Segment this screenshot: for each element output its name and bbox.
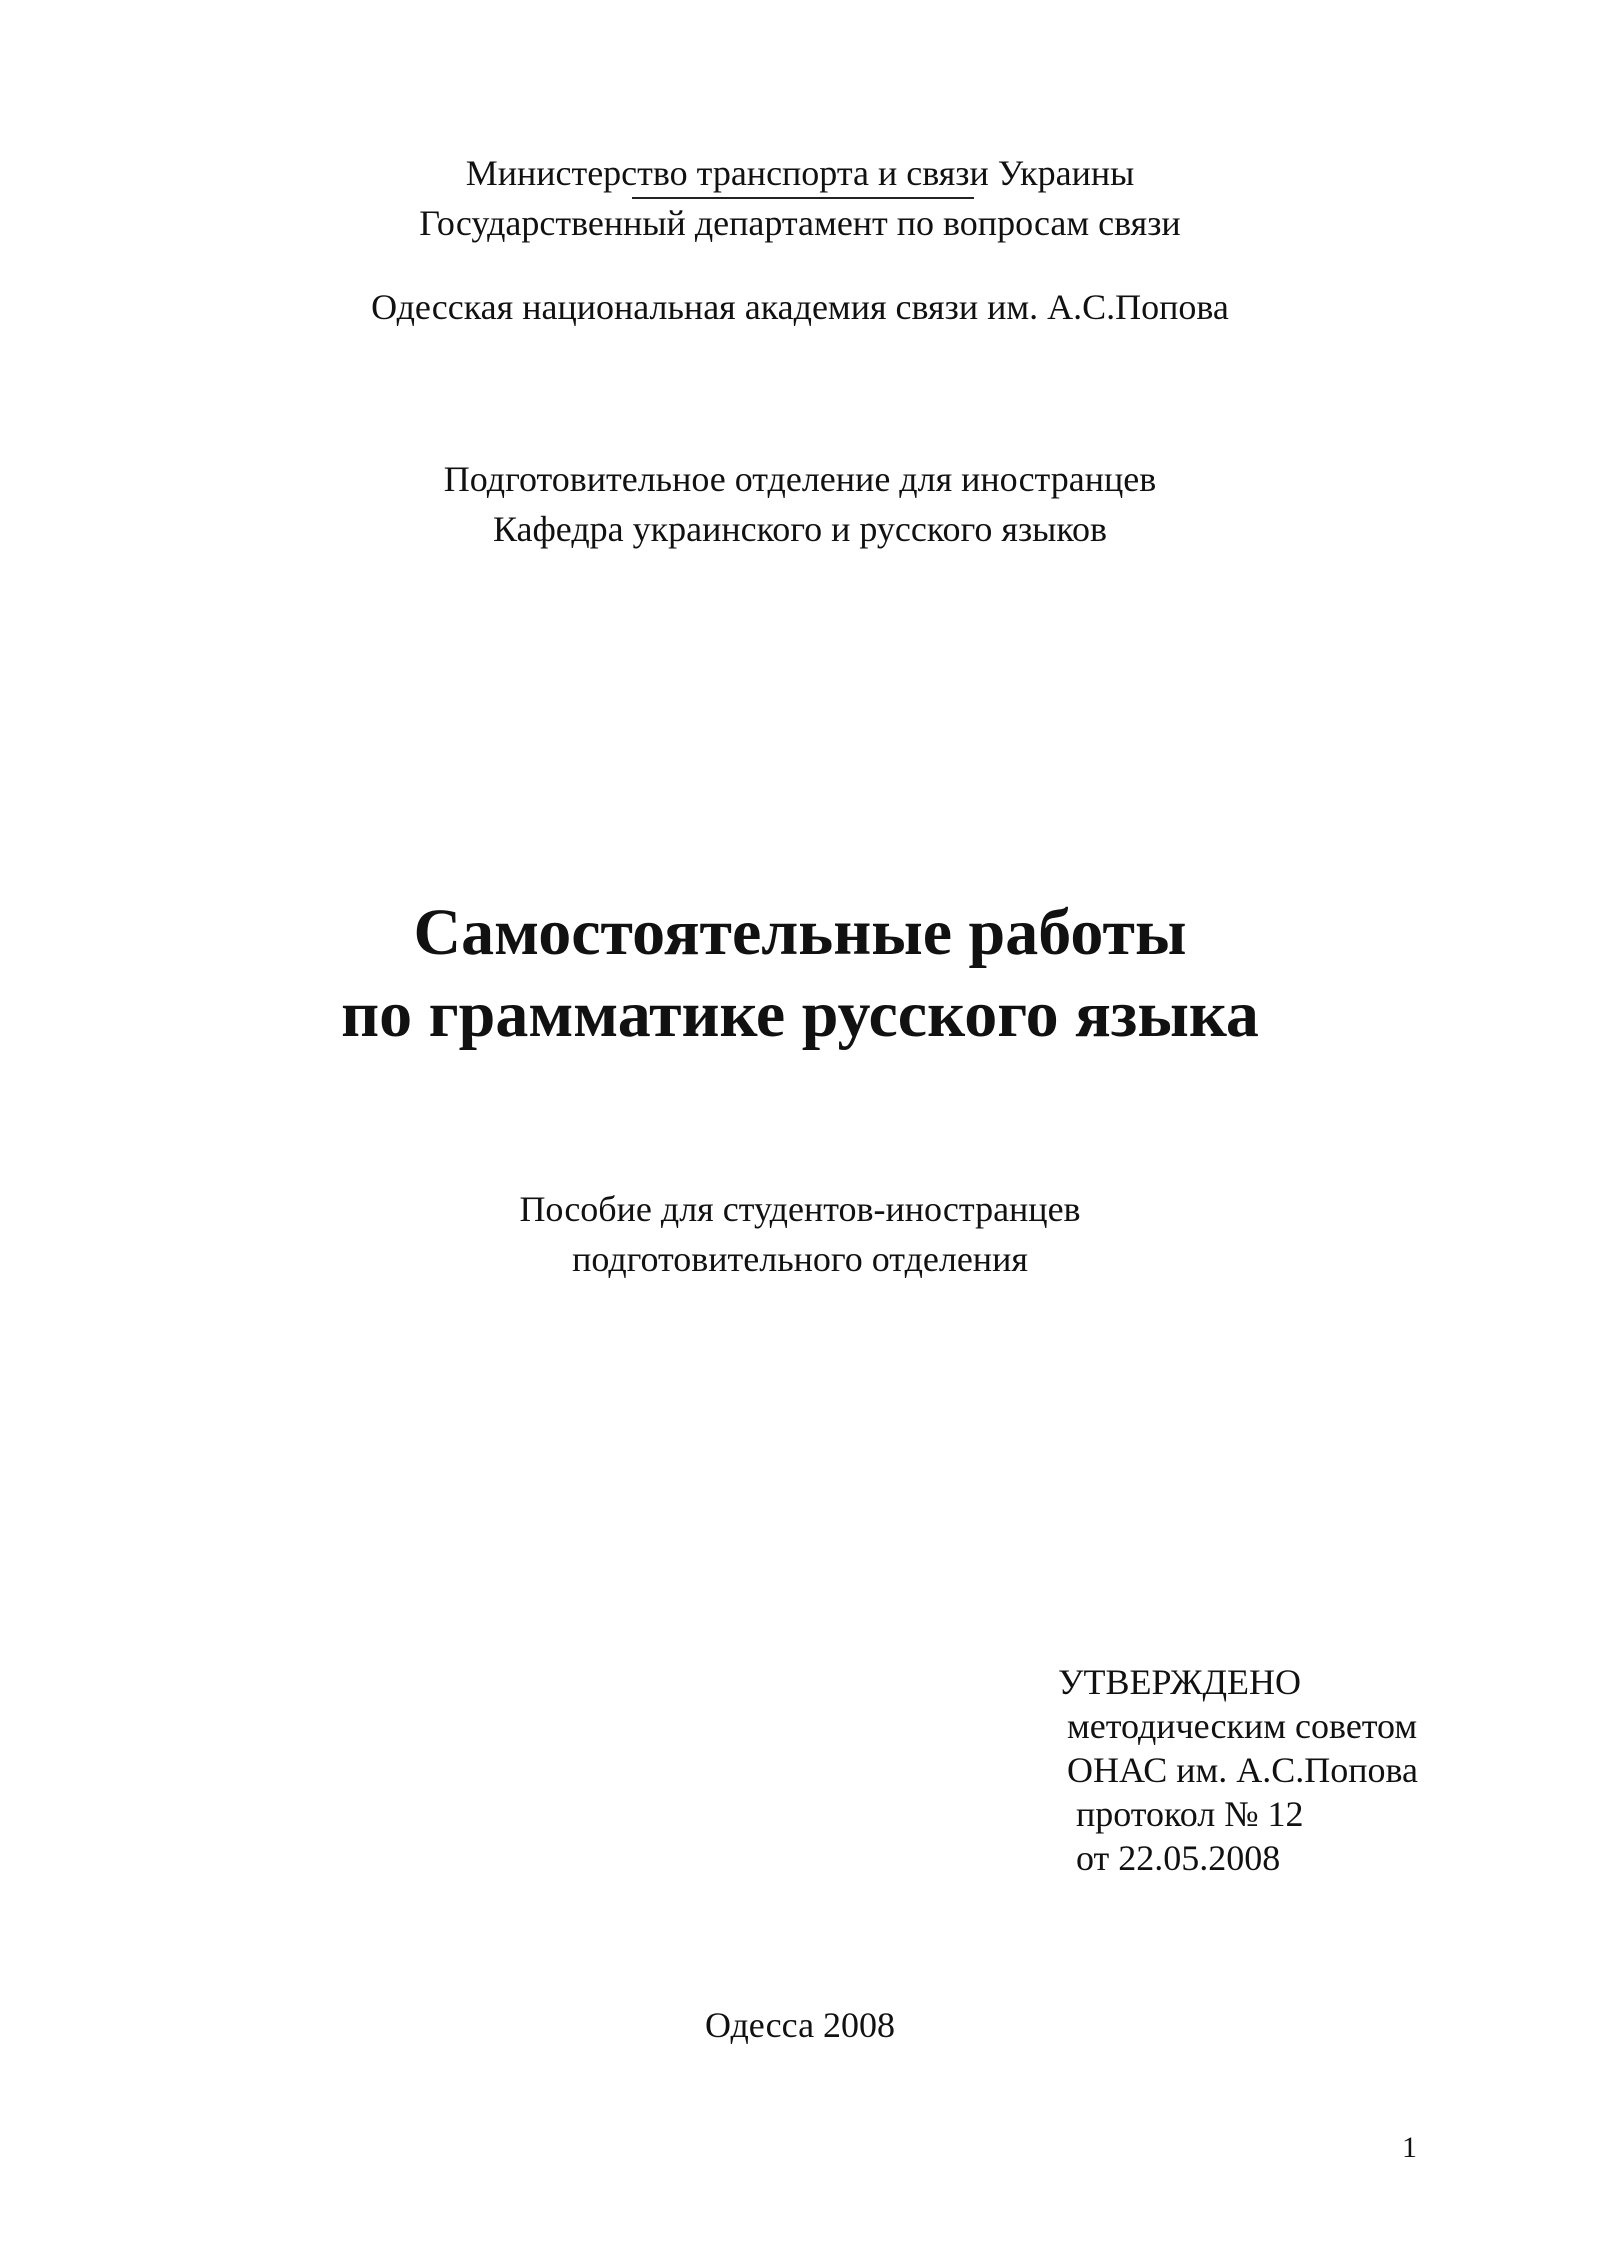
academy-line: Одесская национальная академия связи им. А.С.Попова	[371, 287, 1229, 327]
header-block	[0, 148, 1600, 248]
unit-line-2: Кафедра украинского и русского языков	[492, 509, 1108, 549]
unit-line-1: Подготовительное отделение для иностранцев	[443, 459, 1157, 499]
approval-line-1: УТВЕРЖДЕНО	[1058, 1662, 1302, 1702]
page-number: 1	[1402, 2131, 1417, 2164]
approval-line-2: методическим советом	[1058, 1706, 1418, 1746]
title-line-2: по грамматике русского языка	[341, 978, 1259, 1051]
department-line: Государственный департамент по вопросам связи	[419, 203, 1181, 243]
unit-block	[0, 454, 1600, 554]
approval-line-5: от 22.05.2008	[1058, 1838, 1281, 1878]
document-title	[0, 892, 1600, 1056]
approval-line-4: протокол № 12	[1058, 1794, 1304, 1834]
subtitle-block	[0, 1184, 1600, 1284]
approval-line-3: ОНАС им. А.С.Попова	[1058, 1750, 1419, 1790]
approval-block	[1058, 1660, 1418, 1880]
subtitle-line-1: Пособие для студентов-иностранцев	[519, 1189, 1081, 1229]
title-line-1: Самостоятельные работы	[413, 896, 1187, 969]
ministry-line: Министерство транспорта и связи Украины	[465, 153, 1135, 193]
city-year: Одесса 2008	[704, 2005, 896, 2045]
subtitle-line-2: подготовительного отделения	[572, 1239, 1028, 1279]
